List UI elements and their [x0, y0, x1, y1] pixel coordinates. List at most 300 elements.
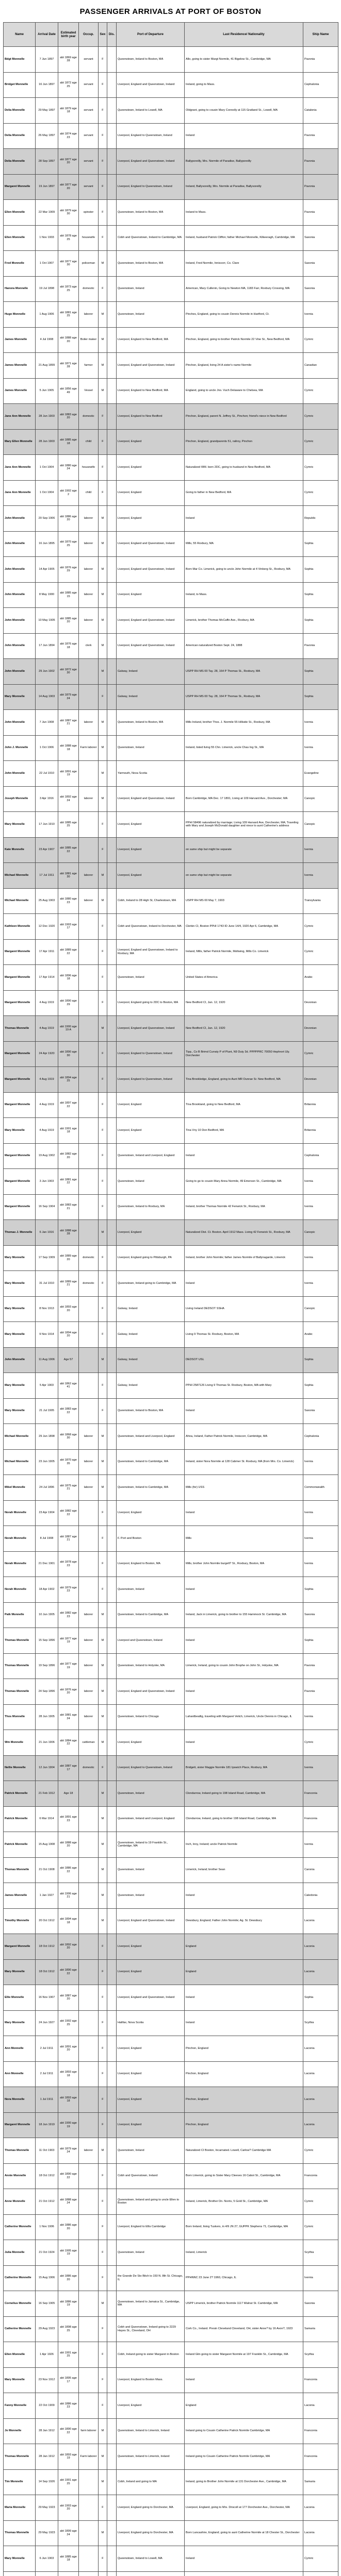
disposition-cell [107, 2010, 117, 2036]
occupation-cell: policeman [79, 251, 99, 277]
sex-cell: M [99, 378, 107, 404]
birth-year-cell: abt 1892 age 20 [58, 1934, 79, 1960]
arrival-date-cell: 15 Aug 1906 [36, 2265, 58, 2291]
ship-name-cell: Canadian [303, 353, 338, 379]
port-of-departure-cell: Cobh, Ireland to 28 High St, Charlestown, MA [117, 888, 185, 914]
arrival-date-cell: 14 Apr 1905 [36, 557, 58, 583]
table-row [4, 2087, 338, 2113]
occupation-cell: domestic [79, 1245, 99, 1271]
last-residence-cell: Ireland [185, 2010, 303, 2036]
port-of-departure-cell: Liverpool, England and Queenstown, Ireland [117, 149, 185, 175]
port-of-departure-cell: Queenstown, Ireland [117, 1883, 185, 1909]
birth-year-cell: abt 1893 age 18 [58, 2087, 79, 2113]
birth-year-cell: abt 1872 age 25 [58, 72, 79, 98]
occupation-cell [79, 837, 99, 863]
table-row [4, 2495, 338, 2521]
occupation-cell: laborer [79, 863, 99, 889]
port-of-departure-cell: Liverpool, England to Queenstown, Ireland [117, 1755, 185, 1781]
table-row [4, 939, 338, 965]
birth-year-cell: abt 1893 age 20 [58, 1296, 79, 1322]
occupation-cell: domestic [79, 404, 99, 430]
arrival-date-cell: 6 Jan 1916 [36, 1220, 58, 1246]
port-of-departure-cell: Liverpool, England and Queenstown, Ireland [117, 633, 185, 659]
arrival-date-cell: 11 Aug 1906 [36, 1347, 58, 1373]
last-residence-cell: Ireland [185, 1500, 303, 1526]
sex-cell: F [99, 2036, 107, 2062]
occupation-cell: laborer [79, 1704, 99, 1730]
occupation-cell: domestic [79, 1755, 99, 1781]
occupation-cell [79, 2265, 99, 2291]
last-residence-cell: Ireland going to Cousin Catherine Patrick Normile Cambridge, MA [185, 2418, 303, 2444]
occupation-cell: laborer [79, 506, 99, 532]
birth-year-cell: abt 1883 age 22 [58, 1398, 79, 1424]
disposition-cell [107, 455, 117, 481]
table-row [4, 1934, 338, 1960]
table-row [4, 2010, 338, 2036]
passenger-name-cell: Ann Monnelle [4, 2036, 36, 2062]
last-residence-cell: Ireland [185, 1985, 303, 2011]
disposition-cell [107, 914, 117, 940]
last-residence-cell: Ireland [185, 1398, 303, 1424]
sex-cell: F [99, 990, 107, 1016]
disposition-cell [107, 837, 117, 863]
port-of-departure-cell: Queenstown, Ireland to Boston, MA [117, 200, 185, 226]
sex-cell: M [99, 582, 107, 608]
birth-year-cell: abt 1862 age 41 [58, 1373, 79, 1399]
arrival-date-cell: 22 Jul 1910 [36, 761, 58, 787]
passenger-name-cell: Margaret Monnelle [4, 1092, 36, 1118]
sex-cell: M [99, 659, 107, 685]
disposition-cell [107, 786, 117, 812]
disposition-cell [107, 1526, 117, 1552]
port-of-departure-cell: Liverpool, England [117, 1118, 185, 1144]
passenger-name-cell: James Monnelle [4, 378, 36, 404]
sex-cell: M [99, 863, 107, 889]
port-of-departure-cell: Queenstown, Ireland [117, 1577, 185, 1603]
table-row [4, 2316, 338, 2342]
arrival-date-cell: 7 Jun 1897 [36, 47, 58, 73]
disposition-cell [107, 378, 117, 404]
port-of-departure-cell: Liverpool, England to New Bedford, MA [117, 378, 185, 404]
port-of-departure-cell: Queenstown, Ireland to Cambridge, MA [117, 1475, 185, 1501]
table-row [4, 710, 338, 736]
passenger-name-cell: Ann Monnelle [4, 2061, 36, 2087]
last-residence-cell: Mills Ireland, brother Thos. J. Normile 55 Hillside St., Roxbury, MA [185, 710, 303, 736]
birth-year-cell: abt 1856 age 49 [58, 378, 79, 404]
last-residence-cell: Oldgrant, going to cousin Mary Connolly at 115 Gratland St., Lowell, MA [185, 98, 303, 124]
table-row [4, 1806, 338, 1832]
table-row [4, 2520, 338, 2546]
sex-cell: M [99, 1424, 107, 1450]
sex-cell: M [99, 608, 107, 634]
last-residence-cell: Born Limerick, going to Sister Mary Cleeves 16 Cabot St., Cambridge, MA [185, 2163, 303, 2189]
occupation-cell: laborer [79, 1449, 99, 1475]
sex-cell: F [99, 2214, 107, 2240]
arrival-date-cell: 21 Jun 1906 [36, 1730, 58, 1756]
arrival-date-cell: 28 Jan 1912 [36, 2418, 58, 2444]
table-row [4, 1832, 338, 1858]
sex-cell: M [99, 1781, 107, 1807]
birth-year-cell: abt 1901 age 25 [58, 2469, 79, 2495]
disposition-cell [107, 2036, 117, 2062]
table-row [4, 2189, 338, 2215]
sex-cell: F [99, 939, 107, 965]
last-residence-cell: Limerick, Ireland, going to cousin John Brophe on John St., Holyoke, MA [185, 1653, 303, 1679]
sex-cell: F [99, 1373, 107, 1399]
occupation-cell [79, 1551, 99, 1577]
arrival-date-cell: 15 Sep 1896 [36, 1628, 58, 1654]
birth-year-cell: abt 1883 age 21 [58, 1194, 79, 1220]
disposition-cell [107, 1602, 117, 1628]
passenger-name-cell: Margaret Monnelle [4, 1194, 36, 1220]
last-residence-cell: Clondarrow, Ireland going to 198 Island Road, Cambridge, MA [185, 1781, 303, 1807]
ship-name-cell: Devonian [303, 1067, 338, 1093]
arrival-date-cell: 19 Jun 1897 [36, 174, 58, 200]
sex-cell: F [99, 225, 107, 251]
ship-name-cell: Cymric [303, 914, 338, 940]
table-row [4, 1092, 338, 1118]
passenger-name-cell: James Monnelle [4, 1883, 36, 1909]
port-of-departure-cell: Cobh and Queenstown, Ireland to Cambridge, MA [117, 225, 185, 251]
last-residence-cell: on same ship but might be separate [185, 837, 303, 863]
ship-name-cell: Caledonia [303, 1883, 338, 1909]
birth-year-cell: abt 1872 age 30 [58, 659, 79, 685]
port-of-departure-cell: Liverpool, England going to Pittsburgh, PA [117, 1245, 185, 1271]
last-residence-cell: United States of America [185, 965, 303, 991]
passenger-name-cell: Michael Monnelle [4, 863, 36, 889]
table-row [4, 2138, 338, 2164]
table-row [4, 761, 338, 787]
occupation-cell: farmer [79, 353, 99, 379]
table-row [4, 1577, 338, 1603]
birth-year-cell: abt 1884 age 22 [58, 1730, 79, 1756]
occupation-cell [79, 1908, 99, 1934]
port-of-departure-cell: Galway, Ireland [117, 684, 185, 710]
sex-cell: F [99, 2265, 107, 2291]
passenger-name-cell: Bdgt Monnelle [4, 47, 36, 73]
sex-cell: F [99, 1194, 107, 1220]
birth-year-cell: abt 1882 age 22 [58, 1500, 79, 1526]
arrival-date-cell: 4 Aug 1919 [36, 990, 58, 1016]
arrival-date-cell: 16 Sep 1905 [36, 2291, 58, 2317]
sex-cell: M [99, 761, 107, 787]
disposition-cell [107, 1475, 117, 1501]
arrival-date-cell: 18 Oct 1912 [36, 2163, 58, 2189]
port-of-departure-cell: Liverpool, England to Boston Mass. [117, 2367, 185, 2393]
table-row [4, 2036, 338, 2062]
last-residence-cell: PPHI 2587126 Living 9 Thomas St. Roxbury, Boston, MA with Mary [185, 1373, 303, 1399]
passenger-name-cell: Catherine Monnelle [4, 2316, 36, 2342]
table-row [4, 2418, 338, 2444]
port-of-departure-cell: Queenstown, Ireland to Lowell, MA [117, 98, 185, 124]
passenger-name-cell: Jane Ann Monnelle [4, 455, 36, 481]
disposition-cell [107, 531, 117, 557]
port-of-departure-cell: Liverpool, England [117, 1934, 185, 1960]
table-row [4, 1500, 338, 1526]
passenger-name-cell: Margaret Monnelle [4, 1041, 36, 1067]
ship-name-cell: Ivernia [303, 2265, 338, 2291]
port-of-departure-cell: Halifax, Nova Scotia [117, 2010, 185, 2036]
birth-year-cell: abt 1885 age 15 [58, 582, 79, 608]
port-of-departure-cell: Yarmouth, Nova Scotia [117, 761, 185, 787]
last-residence-cell: Ireland to Mass. [185, 200, 303, 226]
arrival-date-cell: 1 Oct 1906 [36, 735, 58, 761]
ship-name-cell: Britannia [303, 1118, 338, 1144]
port-of-departure-cell: Liverpool, England [117, 582, 185, 608]
ship-name-cell: Cymric [303, 939, 338, 965]
occupation-cell: Boiler maker [79, 327, 99, 353]
occupation-cell: domestic [79, 276, 99, 302]
disposition-cell [107, 1730, 117, 1756]
disposition-cell [107, 2061, 117, 2087]
last-residence-cell: Pinchon, England [185, 2087, 303, 2113]
port-of-departure-cell: Galway, Ireland [117, 1322, 185, 1348]
occupation-cell [79, 2189, 99, 2215]
port-of-departure-cell: Liverpool, England and Queenstown, Ireland [117, 608, 185, 634]
passenger-name-cell: Jo Monnelle [4, 2418, 36, 2444]
table-row [4, 1908, 338, 1934]
arrival-date-cell: 24 Jun 1927 [36, 2010, 58, 2036]
birth-year-cell: abt 1906 age 21 [58, 1883, 79, 1909]
birth-year-cell: abt 1886 age 20 [58, 2214, 79, 2240]
port-of-departure-cell: Galway, Ireland [117, 1347, 185, 1373]
passenger-name-cell: Thos Monnelle [4, 1704, 36, 1730]
arrival-date-cell: 21 Oct 1912 [36, 2189, 58, 2215]
last-residence-cell: Ireland [185, 1271, 303, 1297]
ship-name-cell: Franconia [303, 2444, 338, 2470]
occupation-cell [79, 2163, 99, 2189]
birth-year-cell: abt 1887 age 21 [58, 1526, 79, 1552]
disposition-cell [107, 1628, 117, 1654]
passenger-name-cell: Mikel Monnelle [4, 1475, 36, 1501]
sex-cell: F [99, 72, 107, 98]
port-of-departure-cell: Liverpool, England [117, 429, 185, 455]
table-row [4, 1296, 338, 1322]
occupation-cell: Farm laborer [79, 735, 99, 761]
disposition-cell [107, 608, 117, 634]
occupation-cell: servant [79, 47, 99, 73]
disposition-cell [107, 1857, 117, 1883]
passenger-name-cell: Mary Monnelle [4, 2367, 36, 2393]
table-row [4, 2546, 338, 2572]
arrival-date-cell: 16 Jun 1897 [36, 72, 58, 98]
port-of-departure-cell: Queenstown, Ireland to Cambridge, MA [117, 1602, 185, 1628]
occupation-cell: child [79, 480, 99, 506]
last-residence-cell: Ireland, brother Thomas Normile 42 Fenwick St., Roxbury, MA [185, 1194, 303, 1220]
passenger-name-cell: John Monnelle [4, 557, 36, 583]
occupation-cell [79, 1985, 99, 2011]
arrival-date-cell: 16 Nov 1907 [36, 1985, 58, 2011]
port-of-departure-cell: Liverpool, England to Ellis Cambridge [117, 2214, 185, 2240]
sex-cell: M [99, 888, 107, 914]
sex-cell: M [99, 1653, 107, 1679]
arrival-date-cell: 4 Aug 1919 [36, 1067, 58, 1093]
sex-cell: M [99, 2418, 107, 2444]
passenger-name-cell: Thomas Monnelle [4, 2520, 36, 2546]
sex-cell: M [99, 1347, 107, 1373]
column-header: Occup. [79, 23, 99, 47]
table-row [4, 1755, 338, 1781]
disposition-cell [107, 1653, 117, 1679]
passenger-name-cell: Ellen Monnelle [4, 225, 36, 251]
ship-name-cell [303, 2571, 338, 2576]
sex-cell: M [99, 353, 107, 379]
last-residence-cell: Living Ireland DEDSOT SSHA [185, 1296, 303, 1322]
table-row [4, 1143, 338, 1169]
passenger-name-cell: Thomas Monnelle [4, 2444, 36, 2470]
ship-name-cell: Evangeline [303, 761, 338, 787]
passenger-name-cell: Margaret Monnelle [4, 174, 36, 200]
birth-year-cell: abt 1888 age 24 [58, 2189, 79, 2215]
arrival-date-cell: 1 Nov 1903 [36, 225, 58, 251]
arrival-date-cell: 17 Jun 1894 [36, 633, 58, 659]
occupation-cell [79, 939, 99, 965]
port-of-departure-cell: Queenstown, Ireland [117, 1781, 185, 1807]
sex-cell: F [99, 1398, 107, 1424]
birth-year-cell: abt 1894 age 18 [58, 1908, 79, 1934]
birth-year-cell: abt 1871 age 28 [58, 353, 79, 379]
occupation-cell [79, 2571, 99, 2576]
port-of-departure-cell: Queenstown, Ireland and Liverpool, England [117, 1806, 185, 1832]
passenger-table [3, 22, 338, 2576]
passenger-name-cell: Mary Monnelle [4, 1118, 36, 1144]
birth-year-cell: abt 1873 age 25 [58, 276, 79, 302]
occupation-cell [79, 2010, 99, 2036]
disposition-cell [107, 1245, 117, 1271]
passenger-name-cell: John Monnelle [4, 582, 36, 608]
birth-year-cell: abt 1885 age 25 [58, 812, 79, 838]
sex-cell: M [99, 735, 107, 761]
occupation-cell: laborer [79, 531, 99, 557]
birth-year-cell: abt 1876 age 20 [58, 1679, 79, 1705]
disposition-cell [107, 2214, 117, 2240]
occupation-cell [79, 1067, 99, 1093]
arrival-date-cell: 2 Jul 1911 [36, 2036, 58, 2062]
disposition-cell [107, 1679, 117, 1705]
passenger-name-cell: Mary Monnelle [4, 1322, 36, 1348]
ship-name-cell: Ivernia [303, 1500, 338, 1526]
sex-cell: F [99, 2546, 107, 2572]
port-of-departure-cell: Liverpool, England [117, 1220, 185, 1246]
sex-cell: M [99, 327, 107, 353]
passenger-name-cell: Mary Monnelle [4, 1959, 36, 1985]
arrival-date-cell: 5 Jun 1905 [36, 378, 58, 404]
passenger-name-cell: Mary Monnelle [4, 684, 36, 710]
ship-name-cell: Ivernia [303, 1526, 338, 1552]
arrival-date-cell: 8 Jul 1908 [36, 1526, 58, 1552]
port-of-departure-cell: Queenstown, Ireland and Liverpool, England [117, 1424, 185, 1450]
ship-name-cell: Cymric [303, 480, 338, 506]
birth-year-cell: abt 1897 age 22 [58, 1092, 79, 1118]
passenger-name-cell: Mary Monnelle [4, 1373, 36, 1399]
passenger-name-cell: Patrick Monnelle [4, 1832, 36, 1858]
last-residence-cell: Ireland, Mills, father Patrick Normile, Moltwing, Mills Co. Limerick [185, 939, 303, 965]
sex-cell: F [99, 123, 107, 149]
table-row [4, 2342, 338, 2368]
table-row [4, 225, 338, 251]
last-residence-cell: Ireland [185, 1143, 303, 1169]
occupation-cell: farm laborer [79, 2418, 99, 2444]
sex-cell: M [99, 1475, 107, 1501]
occupation-cell: laborer [79, 557, 99, 583]
port-of-departure-cell: Liverpool, England going to Dorchester, MA [117, 2495, 185, 2521]
disposition-cell [107, 633, 117, 659]
last-residence-cell: Liverpool, England, going to Mrs. Driscoll at 177 Dorchester Ave., Dorchester, MA [185, 2495, 303, 2521]
table-row [4, 2240, 338, 2266]
sex-cell: M [99, 2444, 107, 2470]
ship-name-cell: Franconia [303, 2418, 338, 2444]
arrival-date-cell: 1 Oct 1904 [36, 455, 58, 481]
table-row [4, 480, 338, 506]
sex-cell: F [99, 1296, 107, 1322]
port-of-departure-cell: Queenstown, Ireland to Limerick, Ireland [117, 2418, 185, 2444]
passenger-name-cell: Ellen Monnelle [4, 2342, 36, 2368]
sex-cell: M [99, 1730, 107, 1756]
birth-year-cell: abt 1890 age 30 [58, 1041, 79, 1067]
birth-year-cell: abt 1882 age 23 [58, 1602, 79, 1628]
passenger-name-cell: Patrick Monnelle [4, 1781, 36, 1807]
table-row [4, 1883, 338, 1909]
port-of-departure-cell: the Grande De Sto Bitch to 150 N. 8th St. Chicago, IL [117, 2265, 185, 2291]
sex-cell: M [99, 251, 107, 277]
table-row [4, 1781, 338, 1807]
ship-name-cell: Franconia [303, 1806, 338, 1832]
birth-year-cell: abt 1889 age 22 [58, 939, 79, 965]
passenger-name-cell: Michael Monnelle [4, 1449, 36, 1475]
ship-name-cell: Ivernia [303, 302, 338, 328]
passenger-name-cell: Delia Monnelle [4, 98, 36, 124]
last-residence-cell: Ireland Glin going to sister Margaret Normile at 197 Franklin St., Cambridge, MA [185, 2342, 303, 2368]
occupation-cell [79, 1959, 99, 1985]
table-row [4, 404, 338, 430]
disposition-cell [107, 1322, 117, 1348]
port-of-departure-cell: Queenstown, Ireland to Boston, MA [117, 47, 185, 73]
arrival-date-cell: 22 Oct 1909 [36, 2393, 58, 2419]
table-row [4, 608, 338, 634]
occupation-cell [79, 1577, 99, 1603]
arrival-date-cell: 8 Nov 1913 [36, 1296, 58, 1322]
birth-year-cell: abt 1887 age 21 [58, 710, 79, 736]
birth-year-cell: abt 1890 age 22 [58, 2163, 79, 2189]
ship-name-cell: Sophia [303, 1577, 338, 1603]
occupation-cell [79, 1092, 99, 1118]
ship-name-cell: Ivernia [303, 1271, 338, 1297]
disposition-cell [107, 1220, 117, 1246]
passenger-name-cell: Delia Monnelle [4, 149, 36, 175]
disposition-cell [107, 582, 117, 608]
ship-name-cell: Cephalonia [303, 1143, 338, 1169]
birth-year-cell: abt 1888 age 18 [58, 735, 79, 761]
last-residence-cell: USPP Limerick, brother Patrick Normile 1117 Walnut St. Cambridge, MA [185, 2291, 303, 2317]
disposition-cell [107, 2469, 117, 2495]
disposition-cell [107, 684, 117, 710]
passenger-name-cell: Margaret Monnelle [4, 1934, 36, 1960]
disposition-cell [107, 1551, 117, 1577]
sex-cell: F [99, 455, 107, 481]
last-residence-cell: on same ship but might be separate [185, 863, 303, 889]
table-row [4, 1245, 338, 1271]
sex-cell: F [99, 1169, 107, 1195]
last-residence-cell: Ireland, Jack in Limerick, going to brother to 155 Hammock St. Cambridge, MA [185, 1602, 303, 1628]
sex-cell: M [99, 1883, 107, 1909]
last-residence-cell: Ireland, Fred Normile, Inniscorr, Co. Clare [185, 251, 303, 277]
disposition-cell [107, 965, 117, 991]
arrival-date-cell: 29 Aug 1923 [36, 2316, 58, 2342]
port-of-departure-cell: Liverpool, England [117, 2393, 185, 2419]
table-row [4, 965, 338, 991]
table-row [4, 1347, 338, 1373]
sex-cell: M [99, 506, 107, 532]
